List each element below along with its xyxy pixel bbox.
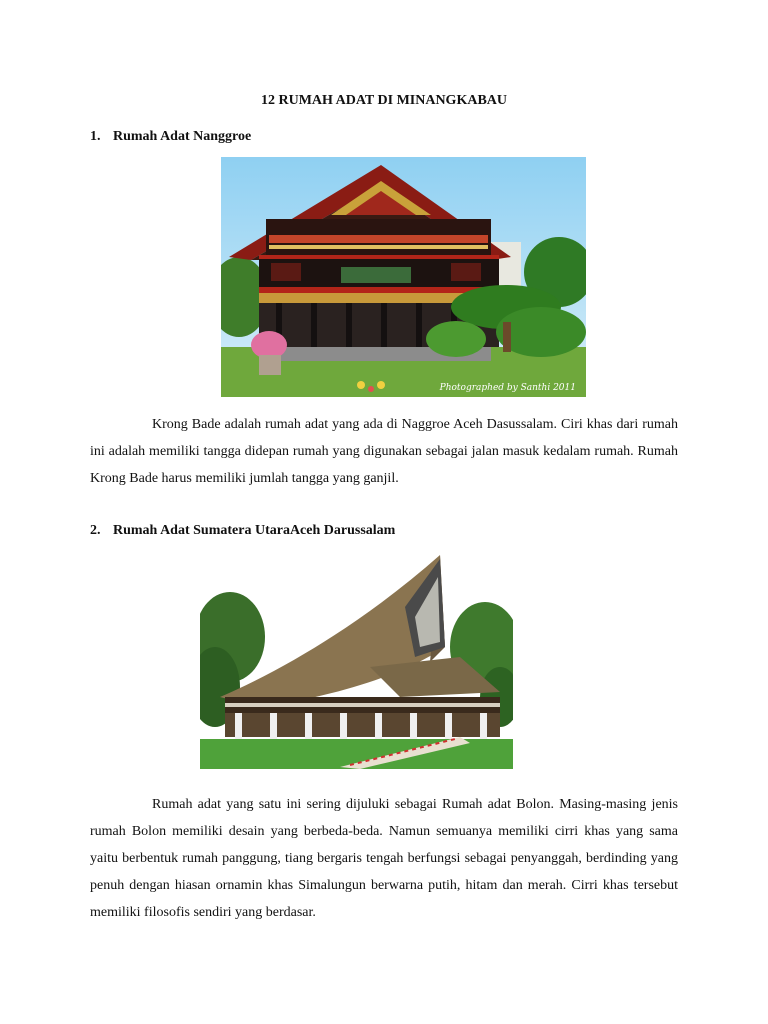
section-2-text: Rumah adat yang satu ini sering dijuluki sebagai Rumah adat Bolon. Masing-masing jenis rumah Bolon memiliki desain yang berbeda-beda. Namun semuanya memiliki cirri khas yang sama yaitu berbentuk rumah panggung, tiang bergaris tengah berfungsi sebagai penyanggah, berdinding yang penuh dengan hiasan ornamin khas Simalungun berwarna putih, hitam dan merah. Cirri khas tersebut memiliki filosofis sendiri yang berdasar. — [90, 797, 678, 920]
section-2-paragraph — [90, 791, 678, 926]
section-2-heading — [90, 523, 395, 539]
rumah-nanggroe-photo — [221, 157, 586, 397]
photo-watermark: Photographed by Santhi 2011 — [439, 383, 576, 393]
section-2-title: Rumah Adat Sumatera UtaraAceh Darussalam — [113, 523, 396, 538]
section-1-number: 1. — [90, 129, 101, 144]
rumah-bolon-photo — [200, 547, 513, 769]
section-1-paragraph — [90, 411, 678, 492]
section-2-number: 2. — [90, 523, 101, 538]
section-1-text: Krong Bade adalah rumah adat yang ada di Naggroe Aceh Dasussalam. Ciri khas dari rumah ini adalah memiliki tangga didepan rumah yang digunakan sebagai jalan masuk kedalam rumah. Rumah Krong Bade harus memiliki jumlah tangga yang ganjil. — [90, 417, 678, 486]
document-title: 12 RUMAH ADAT DI MINANGKABAU — [260, 93, 508, 108]
section-1-title: Rumah Adat Nanggroe — [113, 129, 252, 144]
section-1-heading — [90, 129, 251, 145]
